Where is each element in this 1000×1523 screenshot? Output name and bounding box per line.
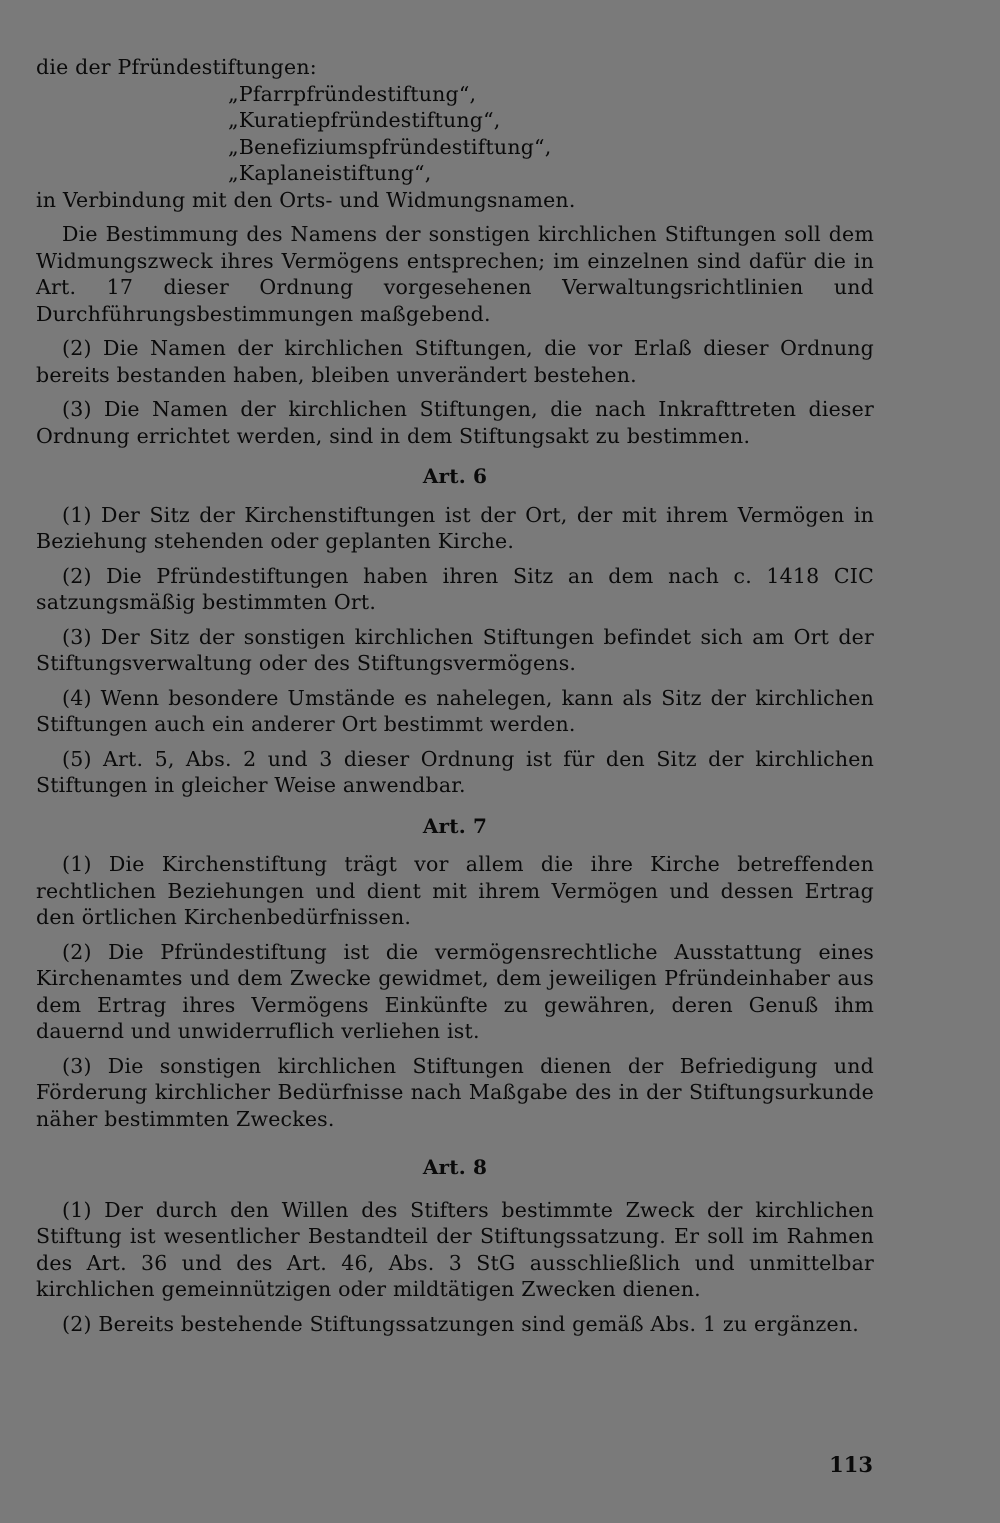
- paragraph: (1) Der durch den Willen des Stifters bestimmte Zweck der kirchlichen Stiftung ist wesentlicher Bestandteil der Stiftungssatzung. Er soll im Rahmen des Art. 36 und des Art. 46, Abs. 3 StG ausschließlich und unmittelbar kirchlichen gemeinnützigen oder mildtätigen Zwecken dienen.: [36, 1197, 874, 1301]
- article-heading-7: Art. 7: [422, 813, 488, 838]
- paragraph: (3) Die Namen der kirchlichen Stiftungen, die nach Inkrafttreten dieser Ordnung errichtet werden, sind in dem Stiftungsakt zu bestimmen.: [36, 397, 874, 448]
- foundation-name-item: „Pfarrpfründestiftung“,: [228, 81, 477, 106]
- article-heading-6: Art. 6: [422, 464, 488, 488]
- foundation-name-item: „Kuratiepfründestiftung“,: [228, 108, 501, 132]
- foundation-name-item: „Kaplaneistiftung“,: [228, 161, 432, 185]
- page-number: 113: [829, 1452, 873, 1477]
- article-heading-8: Art. 8: [422, 1155, 488, 1179]
- paragraph: (3) Der Sitz der sonstigen kirchlichen Stiftungen befindet sich am Ort der Stiftungsverwaltung oder des Stiftungsvermögens.: [36, 624, 874, 675]
- paragraph: (5) Art. 5, Abs. 2 und 3 dieser Ordnung ist für den Sitz der kirchlichen Stiftungen in gleicher Weise anwendbar.: [36, 746, 874, 797]
- paragraph: (4) Wenn besondere Umstände es nahelegen, kann als Sitz der kirchlichen Stiftungen auch ein anderer Ort bestimmt werden.: [36, 685, 874, 736]
- paragraph: (2) Die Pfründestiftung ist die vermögensrechtliche Ausstattung eines Kirchenamtes und dem Zwecke gewidmet, dem jeweiligen Pfründeinhaber aus dem Ertrag ihres Vermögens Einkünfte zu gewähren, deren Genuß ihm dauernd und unwiderruflich verliehen ist.: [36, 939, 874, 1043]
- body-text: [36, 54, 874, 1337]
- paragraph: (1) Die Kirchenstiftung trägt vor allem die ihre Kirche betreffenden rechtlichen Beziehungen und dient mit ihrem Vermögen und dessen Ertrag den örtlichen Kirchenbedürfnissen.: [36, 852, 874, 929]
- foundation-name-item: „Benefiziumspfründestiftung“,: [228, 134, 552, 159]
- paragraph: (3) Die sonstigen kirchlichen Stiftungen dienen der Befriedigung und Förderung kirchlicher Bedürfnisse nach Maßgabe des in der Stiftungsurkunde näher bestimmten Zweckes.: [36, 1053, 874, 1131]
- foundation-names-list: [228, 81, 874, 187]
- paragraph: Die Bestimmung des Namens der sonstigen kirchlichen Stiftungen soll dem Widmungszweck ihres Vermögens entsprechen; im einzelnen sind dafür die in Art. 17 dieser Ordnung vorgesehenen Verwaltungsrichtlinien und Durchführungsbestimmungen maßgebend.: [36, 222, 874, 326]
- paragraph: (1) Der Sitz der Kirchenstiftungen ist der Ort, der mit ihrem Vermögen in Beziehung stehenden oder geplanten Kirche.: [36, 502, 874, 553]
- intro-line: die der Pfründestiftungen:: [36, 55, 317, 79]
- paragraph: (2) Die Namen der kirchlichen Stiftungen, die vor Erlaß dieser Ordnung bereits bestanden haben, bleiben unverändert bestehen.: [36, 336, 874, 387]
- intro-closing: in Verbindung mit den Orts- und Widmungsnamen.: [36, 187, 576, 212]
- paragraph: (2) Die Pfründestiftungen haben ihren Sitz an dem nach c. 1418 CIC satzungsmäßig bestimmten Ort.: [36, 563, 874, 614]
- paragraph: (2) Bereits bestehende Stiftungssatzungen sind gemäß Abs. 1 zu ergänzen.: [62, 1311, 859, 1336]
